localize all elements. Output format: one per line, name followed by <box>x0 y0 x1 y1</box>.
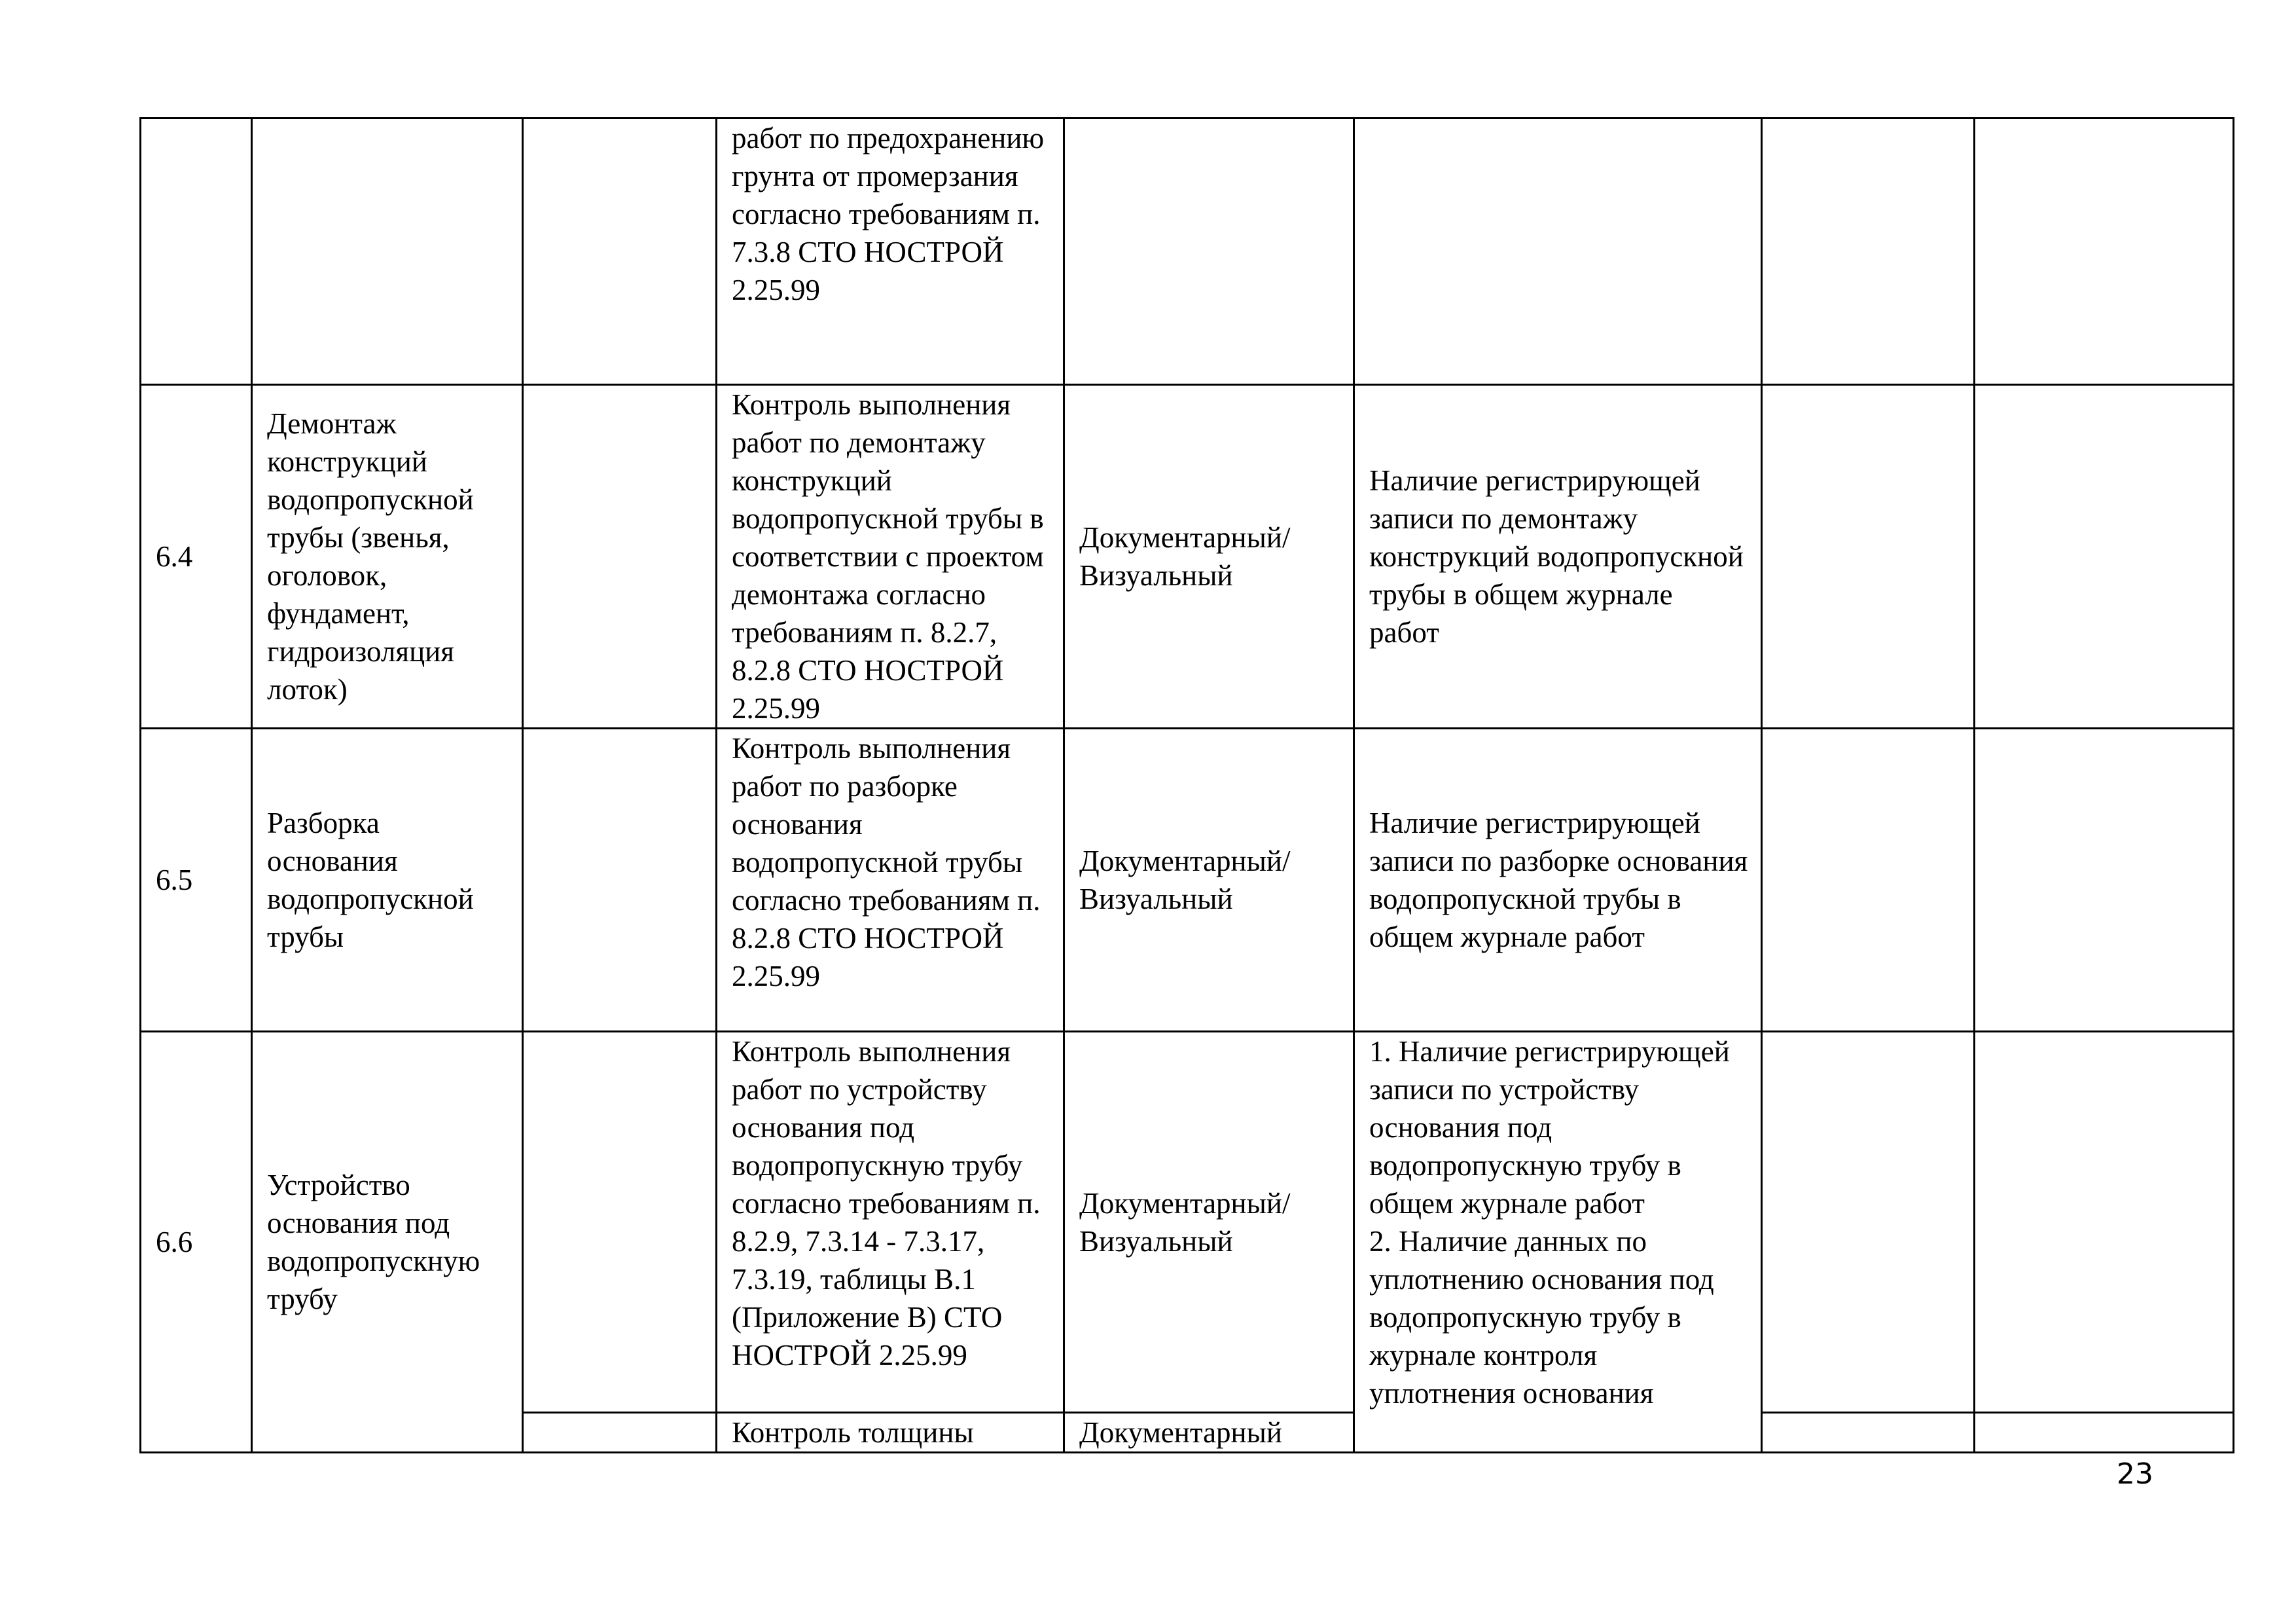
cell-number <box>141 119 252 385</box>
cell-empty <box>1975 1032 2234 1413</box>
cell-method: Документарный <box>1064 1413 1354 1453</box>
cell-empty <box>1975 119 2234 385</box>
cell-number: 6.6 <box>141 1032 252 1453</box>
cell-documentation: 1. Наличие регистрирующей записи по устройству основания под водопропускную трубу в общем журнале работ 2. Наличие данных по уплотнению основания под водопропускную трубу в журнале контроля уплотнения основания <box>1354 1032 1762 1453</box>
cell-empty <box>523 1413 717 1453</box>
cell-control: Контроль выполнения работ по разборке основания водопропускной трубы согласно требованиям п. 8.2.8 СТО НОСТРОЙ 2.25.99 <box>717 729 1064 1032</box>
cell-control: Контроль выполнения работ по демонтажу конструкций водопропускной трубы в соответствии с проектом демонтажа согласно требованиям п. 8.2.7, 8.2.8 СТО НОСТРОЙ 2.25.99 <box>717 385 1064 729</box>
cell-empty <box>1975 1413 2234 1453</box>
cell-empty <box>1975 729 2234 1032</box>
table-row <box>141 729 2234 1032</box>
cell-empty <box>523 1032 717 1413</box>
cell-empty <box>1975 385 2234 729</box>
cell-empty <box>523 119 717 385</box>
cell-empty <box>523 729 717 1032</box>
cell-documentation: Наличие регистрирующей записи по демонтажу конструкций водопропускной трубы в общем журнале работ <box>1354 385 1762 729</box>
page-number: 23 <box>2117 1457 2153 1491</box>
cell-control: работ по предохранению грунта от промерзания согласно требованиям п. 7.3.8 СТО НОСТРОЙ 2.25.99 <box>717 119 1064 385</box>
cell-empty <box>1762 1413 1975 1453</box>
cell-stage: Устройство основания под водопропускную трубу <box>252 1032 523 1453</box>
cell-stage: Демонтаж конструкций водопропускной трубы (звенья, оголовок, фундамент, гидроизоляция лоток) <box>252 385 523 729</box>
cell-empty <box>1762 385 1975 729</box>
cell-documentation <box>1354 119 1762 385</box>
cell-method: Документарный/ Визуальный <box>1064 385 1354 729</box>
cell-stage <box>252 119 523 385</box>
cell-control: Контроль выполнения работ по устройству основания под водопропускную трубу согласно требованиям п. 8.2.9, 7.3.14 - 7.3.17, 7.3.19, таблицы В.1 (Приложение В) СТО НОСТРОЙ 2.25.99 <box>717 1032 1064 1413</box>
table-row <box>141 119 2234 385</box>
cell-stage: Разборка основания водопропускной трубы <box>252 729 523 1032</box>
cell-method: Документарный/ Визуальный <box>1064 1032 1354 1413</box>
inspection-table <box>139 117 2234 1453</box>
cell-number: 6.4 <box>141 385 252 729</box>
cell-empty <box>1762 1032 1975 1413</box>
cell-number: 6.5 <box>141 729 252 1032</box>
cell-control: Контроль толщины <box>717 1413 1064 1453</box>
table-row <box>141 1032 2234 1413</box>
cell-empty <box>523 385 717 729</box>
cell-empty <box>1762 119 1975 385</box>
cell-method <box>1064 119 1354 385</box>
cell-documentation: Наличие регистрирующей записи по разборке основания водопропускной трубы в общем журнале работ <box>1354 729 1762 1032</box>
cell-empty <box>1762 729 1975 1032</box>
cell-method: Документарный/ Визуальный <box>1064 729 1354 1032</box>
table-row <box>141 385 2234 729</box>
